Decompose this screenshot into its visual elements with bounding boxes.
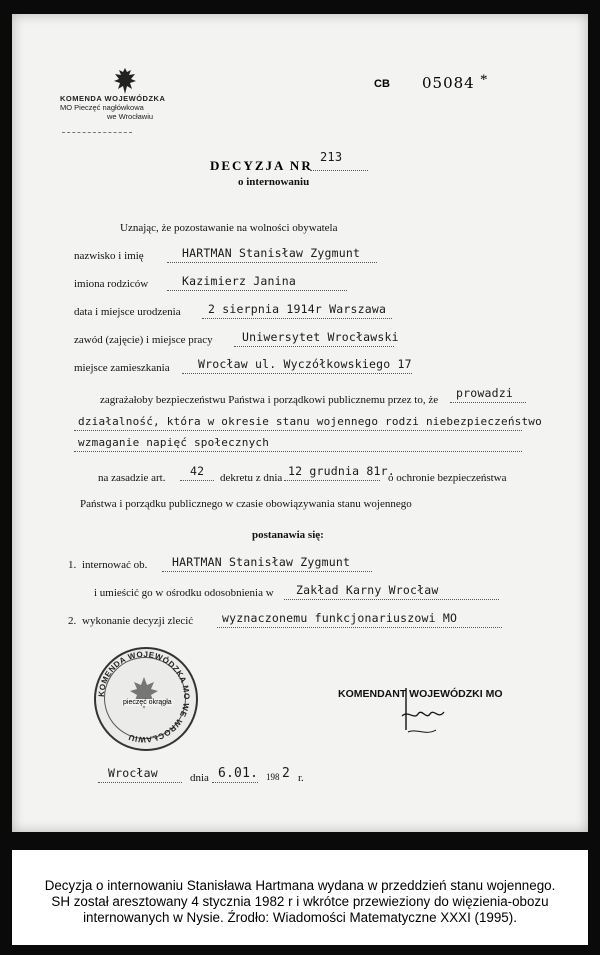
footer-year-prefix: 198: [266, 772, 280, 782]
decision-number-line: [310, 170, 368, 171]
item2-label: wykonanie decyzji zlecić: [82, 615, 194, 627]
name-label: nazwisko i imię: [74, 250, 144, 262]
address-label: miejsce zamieszkania: [74, 362, 170, 374]
parents-line: [167, 290, 347, 291]
decision-section-heading: postanawia się:: [252, 529, 324, 541]
parents-value: Kazimierz Janina: [182, 274, 296, 288]
birth-line: [202, 318, 392, 319]
signature-title: KOMENDANT WOJEWÓDZKI MO: [338, 688, 503, 700]
footer-date-line: [212, 782, 258, 783]
legal-decree-date: 12 grudnia 81r.: [288, 464, 395, 478]
item1-label: internować ob.: [82, 559, 148, 571]
job-line: [234, 346, 394, 347]
item2-value: wyznaczonemu funkcjonariuszowi MO: [222, 611, 458, 625]
threat-value-3: wzmaganie napięć społecznych: [78, 436, 270, 449]
item1b-value: Zakład Karny Wrocław: [296, 583, 439, 597]
legal-date-line: [284, 480, 380, 481]
address-line: [182, 373, 412, 374]
item1b-label: i umieścić go w ośrodku odosobnienia w: [94, 587, 274, 599]
serial-mark: *: [480, 72, 488, 88]
footer-place: Wrocław: [108, 766, 158, 780]
caption-line-1: Decyzja o internowaniu Stanisława Hartmana wydana w przeddzień stanu wojennego.: [44, 878, 556, 893]
caption-line-3: internowanych w Nysie. Źrodło: Wiadomości Matematyczne XXXI (1995).: [83, 910, 517, 925]
parents-label: imiona rodziców: [74, 278, 149, 290]
stamp-scribble: [62, 132, 132, 133]
legal-middle: dekretu z dnia: [220, 472, 283, 484]
birth-label: data i miejsce urodzenia: [74, 306, 181, 318]
round-seal: [94, 647, 198, 751]
birth-value: 2 sierpnia 1914r Warszawa: [208, 302, 387, 316]
serial-number: 05084: [422, 74, 475, 92]
stamp-line-3: we Wrocławiu: [106, 112, 154, 121]
footer-year-suffix: 2: [282, 766, 291, 781]
stamp-line-1: KOMENDA WOJEWÓDZKA: [60, 94, 166, 103]
footer-r: r.: [298, 772, 304, 784]
legal-suffix: o ochronie bezpieczeństwa: [388, 472, 507, 484]
threat-line-2: [74, 430, 522, 431]
seal-center-label: pieczęć okrągła: [123, 699, 172, 706]
legal-prefix: na zasadzie art.: [98, 472, 166, 484]
handwritten-signature-icon: [396, 680, 456, 740]
decision-subtitle: o internowaniu: [238, 176, 310, 188]
legal-article-line: [180, 480, 214, 481]
item2-line: [217, 627, 502, 628]
item1-number: 1.: [68, 559, 77, 571]
decision-heading: DECYZJA NR: [210, 158, 313, 173]
threat-value-1: prowadzi: [456, 386, 513, 400]
caption: [12, 850, 588, 945]
item1-line: [162, 571, 372, 572]
threat-lead: zagrażałoby bezpieczeństwu Państwa i porządkowi publicznemu przez to, że: [100, 394, 439, 406]
legal-article: 42: [190, 464, 205, 478]
document-sheet: [12, 14, 588, 832]
footer-date: 6.01.: [218, 766, 259, 781]
address-value: Wrocław ul. Wyczółkowskiego 17: [198, 357, 412, 371]
name-value: HARTMAN Stanisław Zygmunt: [182, 246, 361, 260]
item2-number: 2.: [68, 615, 77, 627]
threat-line-3: [74, 451, 522, 452]
job-label: zawód (zajęcie) i miejsce pracy: [74, 334, 213, 346]
stamp-line-2: MO Pieczęć nagłówkowa: [60, 103, 144, 112]
caption-line-2: SH został aresztowany 4 stycznia 1982 r i wkrótce przewieziony do więzienia-obozu: [51, 894, 549, 909]
threat-line-1: [450, 402, 526, 403]
seal-ring-text-icon: [94, 647, 194, 747]
item1b-line: [284, 599, 499, 600]
decision-number: 213: [320, 150, 343, 164]
footer-dnia: dnia: [190, 772, 209, 784]
intro-text: Uznając, że pozostawanie na wolności obywatela: [120, 222, 338, 234]
name-line: [167, 262, 377, 263]
legal-line-2: Państwa i porządku publicznego w czasie obowiązywania stanu wojennego: [80, 498, 412, 510]
footer-place-line: [98, 782, 182, 783]
serial-prefix: CB: [374, 78, 390, 90]
job-value: Uniwersytet Wrocławski: [242, 330, 399, 344]
header-stamp: [60, 94, 200, 121]
threat-value-2: działalność, która w okresie stanu wojennego rodzi niebezpieczeństwo: [78, 415, 542, 428]
item1-value: HARTMAN Stanisław Zygmunt: [172, 555, 351, 569]
seal-ring-text: KOMENDA WOJEWÓDZKA MO WE WROCŁAWIU: [96, 649, 192, 745]
